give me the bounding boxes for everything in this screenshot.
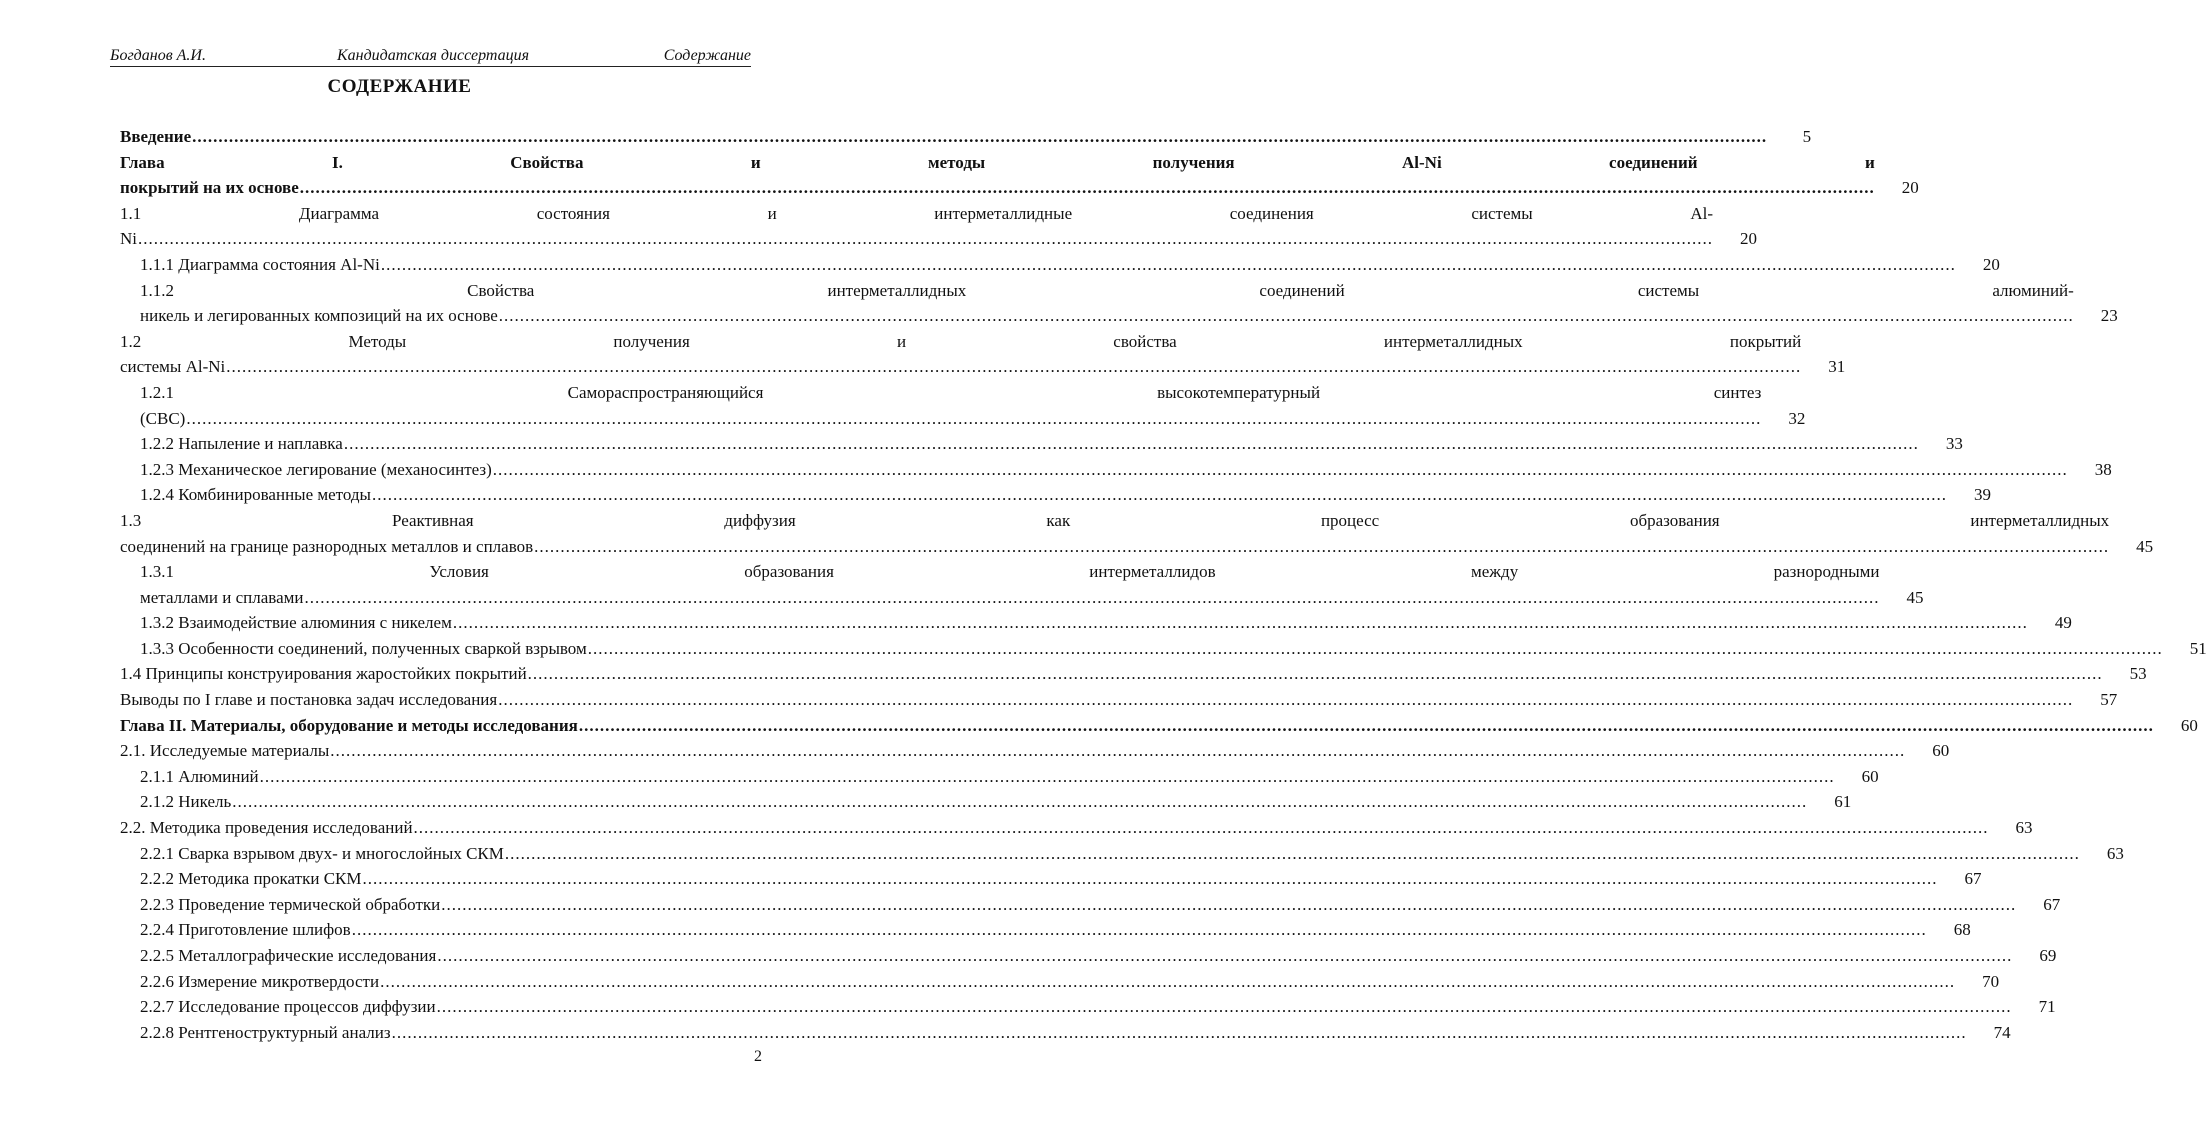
toc-page-number: 67 (2043, 894, 2061, 914)
toc-entry-text (120, 687, 2073, 713)
toc-entry-title: 1.2.4 Комбинированные методы (140, 485, 371, 505)
toc-entry-text (120, 150, 1875, 201)
toc-page-number: 39 (1973, 485, 1991, 505)
toc-page-number: 60 (1861, 766, 1879, 786)
toc-entry-line (120, 687, 2073, 713)
page-title: СОДЕРЖАНИЕ (327, 76, 472, 97)
toc-entry-title: 2.2.7 Исследование процессов диффузии (140, 997, 436, 1017)
toc-page-number: 51 (2189, 638, 2207, 658)
dot-leader: ............................................................................................................................................................................................................................................................................................................ (192, 127, 1768, 146)
toc-page-number: 71 (2038, 997, 2056, 1017)
toc-entry-text (120, 380, 1761, 431)
dot-leader: ............................................................................................................................................................................................................................................................................................................ (391, 1022, 1967, 1042)
dot-leader: ............................................................................................................................................................................................................................................................................................................ (343, 434, 1919, 454)
toc-page-number: 5 (1802, 127, 1812, 146)
toc-entry-line: 1.3.1 Условия образования интерметаллидов между разнородными (140, 562, 1880, 582)
toc-entry-line: 1.3 Реактивная диффузия как процесс образования интерметаллидных (120, 510, 2110, 530)
toc-entry-line (140, 585, 1879, 611)
dot-leader: ............................................................................................................................................................................................................................................................................................................ (226, 357, 1802, 377)
toc-entry (120, 457, 2112, 483)
toc-entry (120, 661, 2147, 687)
dot-leader: ............................................................................................................................................................................................................................................................................................................ (138, 229, 1713, 249)
toc-entry-text (120, 943, 2012, 969)
toc-entry-title: 2.2.3 Проведение термической обработки (140, 894, 441, 914)
toc-entry (120, 866, 1982, 892)
toc-entry-text (120, 636, 2163, 662)
toc-entry-text (120, 329, 1801, 380)
toc-entry-title: 1.1.1 Диаграмма состояния Al-Ni (140, 254, 380, 274)
dot-leader: ............................................................................................................................................................................................................................................................................................................ (351, 920, 1927, 940)
dot-leader: ............................................................................................................................................................................................................................................................................................................ (362, 869, 1938, 889)
toc-entry (120, 994, 2056, 1020)
toc-entry-text (120, 738, 1905, 764)
toc-entry-line (120, 534, 2109, 560)
toc-entry-title: 1.2.2 Напыление и наплавка (140, 434, 343, 454)
toc-entry-title: металлами и сплавами (140, 587, 304, 607)
toc-page-number: 45 (2136, 536, 2154, 556)
toc-entry-title: покрытий на их основе (120, 178, 299, 198)
toc-entry-title: 1.3.3 Особенности соединений, полученных сваркой взрывом (140, 638, 587, 658)
toc-entry (120, 841, 2124, 867)
toc-entry-line (140, 943, 2012, 969)
toc-page-number: 20 (1901, 178, 1919, 198)
toc-page-number: 31 (1828, 357, 1846, 377)
toc-entry-title: никель и легированных композиций на их основе (140, 306, 498, 326)
toc-entry-line (140, 457, 2068, 483)
toc-entry (120, 738, 1950, 764)
toc-entry (120, 482, 1991, 508)
toc-entry (120, 789, 1852, 815)
toc-entry (120, 150, 1919, 201)
dot-leader: ............................................................................................................................................................................................................................................................................................................ (232, 792, 1808, 812)
toc-page-number: 23 (2100, 306, 2118, 326)
dot-leader: ............................................................................................................................................................................................................................................................................................................ (259, 766, 1835, 786)
toc-entry-line (140, 764, 1835, 790)
toc-entry-text (120, 969, 1955, 995)
toc-page-number: 61 (1834, 792, 1852, 812)
toc-entry-text (120, 482, 1947, 508)
toc-page-number: 60 (1932, 741, 1950, 761)
toc-entry (120, 713, 2198, 739)
toc-page-number: 53 (2129, 664, 2147, 684)
toc-entry-title: (СВС) (140, 408, 186, 428)
toc-entry-line: 1.2.1 Самораспространяющийся высокотемпературный синтез (140, 382, 1762, 402)
toc-entry-title: 2.2.1 Сварка взрывом двух- и многослойных СКМ (140, 843, 504, 863)
dot-leader: ............................................................................................................................................................................................................................................................................................................ (498, 306, 2074, 326)
toc-entry-line (140, 841, 2080, 867)
toc-page-number: 20 (1740, 229, 1757, 249)
toc-entry-text (120, 457, 2068, 483)
toc-entry-title: Глава II. Материалы, оборудование и методы исследования (120, 715, 578, 735)
toc-entry-title: соединений на границе разнородных металлов и сплавов (120, 536, 534, 556)
toc-entry (120, 943, 2057, 969)
toc-page-number: 70 (1982, 971, 2000, 991)
toc-page-number: 57 (2100, 690, 2118, 710)
toc-entry-line (140, 406, 1761, 432)
toc-entry-line (120, 124, 1767, 150)
toc-entry-text (120, 764, 1835, 790)
toc-entry (120, 815, 2033, 841)
toc-entry-text (120, 841, 2080, 867)
table-of-contents (120, 124, 2207, 1045)
toc-entry-line (120, 738, 1905, 764)
toc-page-number: 60 (2180, 715, 2198, 735)
dot-leader: ............................................................................................................................................................................................................................................................................................................ (380, 254, 1956, 274)
toc-entry-line (140, 969, 1955, 995)
dot-leader: ............................................................................................................................................................................................................................................................................................................ (330, 741, 1906, 761)
toc-entry-line (140, 866, 1937, 892)
toc-entry-line (140, 252, 1956, 278)
toc-page-number: 63 (2015, 818, 2033, 838)
toc-entry-title: 2.2.2 Методика прокатки СКМ (140, 869, 362, 889)
header-author: Богданов А.И. (110, 47, 206, 64)
toc-entry (120, 917, 1971, 943)
toc-entry (120, 124, 1812, 150)
toc-entry-title: 1.3.2 Взаимодействие алюминия с никелем (140, 613, 452, 633)
toc-entry-line (140, 636, 2163, 662)
toc-entry-line (120, 815, 1989, 841)
header-doc-type: Кандидатская диссертация (337, 47, 530, 64)
toc-entry (120, 380, 1806, 431)
toc-entry-title: системы Al-Ni (120, 357, 226, 377)
dot-leader: ............................................................................................................................................................................................................................................................................................................ (437, 946, 2013, 965)
toc-entry-line (140, 994, 2012, 1020)
toc-entry-text (120, 124, 1767, 150)
dot-leader: ............................................................................................................................................................................................................................................................................................................ (504, 843, 2080, 863)
toc-entry-text (120, 508, 2109, 559)
toc-entry-line (140, 917, 1927, 943)
toc-entry-text (120, 252, 1956, 278)
toc-entry-line (120, 354, 1801, 380)
toc-entry-text (120, 610, 2028, 636)
toc-page-number: 69 (2039, 946, 2057, 965)
toc-page-number: 68 (1953, 920, 1971, 940)
toc-page-number: 20 (1982, 254, 2000, 274)
dot-leader: ............................................................................................................................................................................................................................................................................................................ (186, 408, 1762, 428)
toc-entry (120, 892, 2061, 918)
toc-entry-title: Ni (120, 229, 137, 249)
toc-entry-title: 2.1.1 Алюминий (140, 766, 259, 786)
toc-entry-line: Глава I. Свойства и методы получения Al-Ni соединений и (120, 152, 1875, 172)
dot-leader: ............................................................................................................................................................................................................................................................................................................ (498, 690, 2074, 710)
toc-entry-title: Выводы по I главе и постановка задач исследования (120, 690, 498, 710)
dot-leader: ............................................................................................................................................................................................................................................................................................................ (304, 587, 1880, 607)
running-header (110, 44, 751, 67)
header-section: Содержание (663, 47, 751, 64)
toc-entry-line (140, 789, 1807, 815)
toc-entry (120, 1020, 2011, 1046)
toc-entry (120, 969, 2000, 995)
toc-entry-line: 1.1.2 Свойства интерметаллидных соединений системы алюминий- (140, 280, 2074, 300)
toc-entry-text (120, 866, 1937, 892)
toc-entry-line (140, 1020, 1967, 1046)
toc-entry-title: 2.2.6 Измерение микротвердости (140, 971, 380, 991)
toc-entry-line (140, 892, 2016, 918)
toc-entry (120, 329, 1846, 380)
toc-entry (120, 201, 1757, 252)
toc-entry-text (120, 559, 1879, 610)
dot-leader: ............................................................................................................................................................................................................................................................................................................ (371, 485, 1947, 505)
dot-leader: ............................................................................................................................................................................................................................................................................................................ (299, 178, 1875, 198)
toc-entry (120, 610, 2072, 636)
toc-entry-text (120, 789, 1807, 815)
toc-entry-title: 2.2.5 Металлографические исследования (140, 946, 437, 965)
dot-leader: ............................................................................................................................................................................................................................................................................................................ (380, 971, 1956, 991)
toc-entry (120, 252, 2000, 278)
toc-entry-text (120, 994, 2012, 1020)
toc-entry-text (120, 661, 2103, 687)
toc-page-number: 32 (1788, 408, 1806, 428)
dot-leader: ............................................................................................................................................................................................................................................................................................................ (534, 536, 2110, 556)
toc-entry-title: Введение (120, 127, 192, 146)
dot-leader: ............................................................................................................................................................................................................................................................................................................ (578, 715, 2154, 735)
toc-entry-line (140, 482, 1947, 508)
toc-entry-text (120, 713, 2154, 739)
toc-entry (120, 278, 2118, 329)
toc-entry-title: 2.2.4 Приготовление шлифов (140, 920, 351, 940)
toc-entry-line (140, 431, 1919, 457)
toc-entry-line (120, 713, 2154, 739)
toc-entry-text (120, 278, 2074, 329)
toc-entry-line: 1.1 Диаграмма состояния и интерметаллидные соединения системы Al- (120, 203, 1713, 223)
toc-entry-line: 1.2 Методы получения и свойства интерметаллидных покрытий (120, 331, 1802, 351)
dot-leader: ............................................................................................................................................................................................................................................................................................................ (492, 459, 2068, 479)
page-number: 2 (754, 1048, 762, 1065)
toc-entry (120, 636, 2207, 662)
toc-entry (120, 559, 1924, 610)
toc-entry-text (120, 815, 1989, 841)
toc-entry (120, 764, 1879, 790)
toc-entry-text (120, 201, 1713, 252)
toc-entry-line (140, 610, 2028, 636)
toc-entry-title: 2.1.2 Никель (140, 792, 232, 812)
toc-entry-title: 1.2.3 Механическое легирование (механосинтез) (140, 459, 492, 479)
dot-leader: ............................................................................................................................................................................................................................................................................................................ (413, 818, 1989, 838)
toc-page-number: 67 (1964, 869, 1982, 889)
toc-entry-title: 2.1. Исследуемые материалы (120, 741, 330, 761)
toc-entry (120, 431, 1963, 457)
toc-entry-title: 2.2.8 Рентгеноструктурный анализ (140, 1022, 391, 1042)
toc-page-number: 33 (1945, 434, 1963, 454)
dot-leader: ............................................................................................................................................................................................................................................................................................................ (527, 664, 2103, 684)
dot-leader: ............................................................................................................................................................................................................................................................................................................ (587, 638, 2163, 658)
toc-page-number: 63 (2106, 843, 2124, 863)
toc-entry-text (120, 1020, 1967, 1046)
toc-entry (120, 508, 2154, 559)
dot-leader: ............................................................................................................................................................................................................................................................................................................ (452, 613, 2028, 633)
toc-entry-text (120, 917, 1927, 943)
toc-entry-line (140, 303, 2074, 329)
toc-entry-text (120, 892, 2016, 918)
dot-leader: ............................................................................................................................................................................................................................................................................................................ (441, 894, 2017, 914)
dot-leader: ............................................................................................................................................................................................................................................................................................................ (436, 997, 2012, 1017)
toc-page-number: 49 (2054, 613, 2072, 633)
toc-entry-title: 1.4 Принципы конструирования жаростойких покрытий (120, 664, 527, 684)
toc-entry-text (120, 431, 1919, 457)
toc-page-number: 38 (2094, 459, 2112, 479)
toc-page-number: 45 (1906, 587, 1924, 607)
toc-page-number: 74 (1993, 1022, 2011, 1042)
toc-entry-title: 2.2. Методика проведения исследований (120, 818, 413, 838)
toc-entry-line (120, 175, 1875, 201)
toc-entry (120, 687, 2118, 713)
toc-entry-line (120, 661, 2103, 687)
toc-entry-line (120, 226, 1713, 252)
